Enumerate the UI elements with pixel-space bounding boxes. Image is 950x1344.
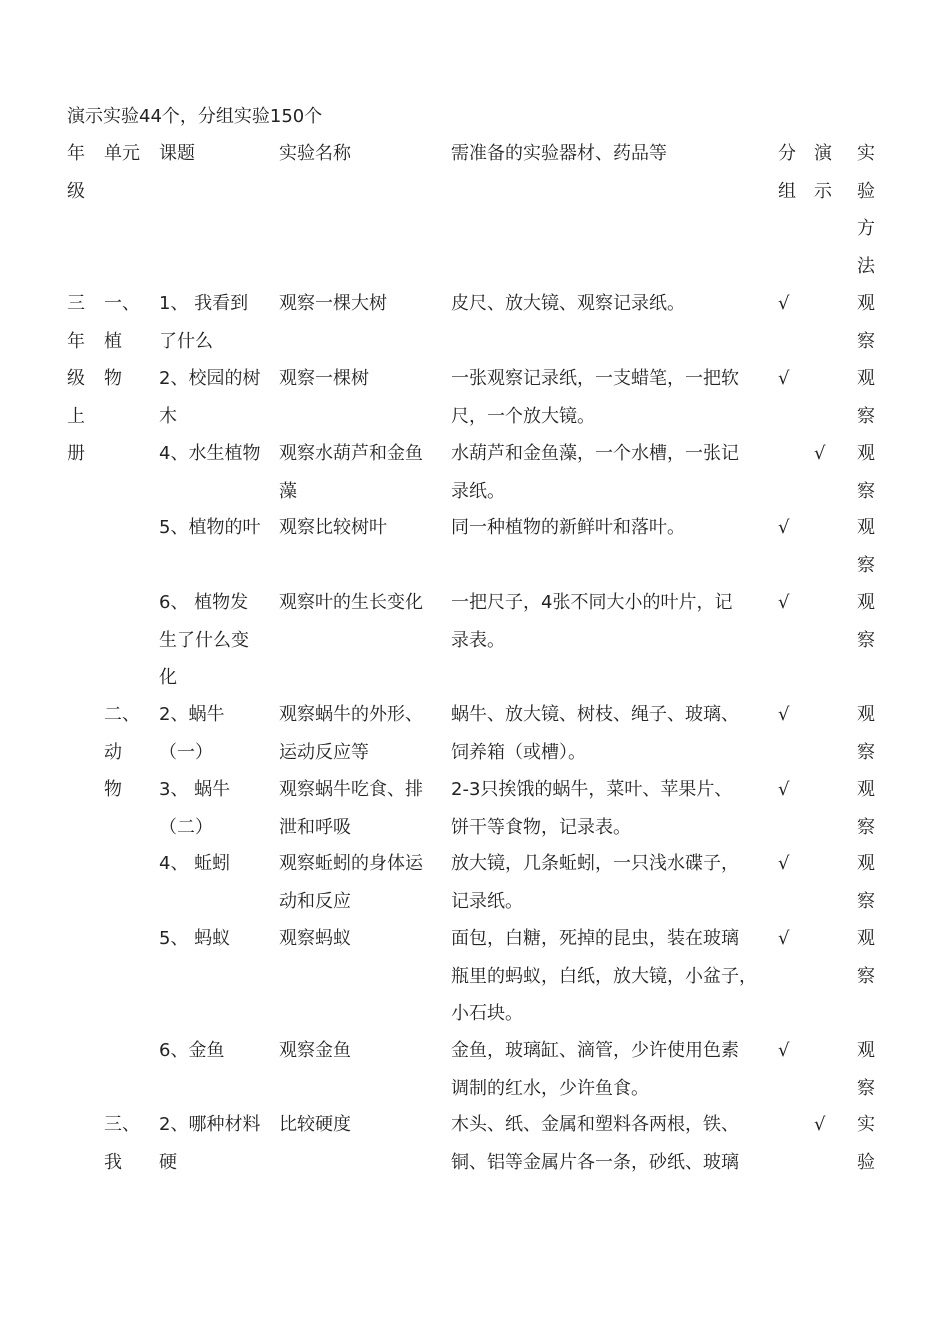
table-cell-equipment: 木头、纸、金属和塑料各两根，铁、 铜、铝等金属片各一条，砂纸、玻璃 xyxy=(451,1114,739,1173)
table-cell-method: 观 察 xyxy=(857,517,875,576)
table-cell-name: 观察一棵树 xyxy=(279,368,369,389)
table-cell-method: 观 察 xyxy=(857,293,875,352)
table-cell-group: √ xyxy=(778,293,790,314)
header-demo: 演 示 xyxy=(814,143,832,202)
table-cell-equipment: 一张观察记录纸，一支蜡笔，一把软 尺，一个放大镜。 xyxy=(451,368,739,427)
table-cell-method: 实 验 xyxy=(857,1114,875,1173)
table-cell-name: 观察蜗牛吃食、排 泄和呼吸 xyxy=(279,779,423,838)
table-cell-method: 观 察 xyxy=(857,443,875,502)
table-cell-method: 观 察 xyxy=(857,1040,875,1099)
table-cell-topic: 2、校园的树 木 xyxy=(159,368,261,427)
unit-label: 二、 动 物 xyxy=(104,704,140,800)
table-cell-group: √ xyxy=(778,853,790,874)
table-cell-topic: 4、水生植物 xyxy=(159,443,261,464)
header-method: 实 验 方 法 xyxy=(857,143,875,277)
table-cell-group: √ xyxy=(778,368,790,389)
table-cell-name: 观察蚂蚁 xyxy=(279,928,351,949)
table-cell-topic: 1、 我看到 了什么 xyxy=(159,293,249,352)
unit-label: 三、 我 xyxy=(104,1114,140,1173)
unit-label: 一、 植 物 xyxy=(104,293,140,389)
table-cell-method: 观 察 xyxy=(857,704,875,763)
table-cell-name: 观察蜗牛的外形、 运动反应等 xyxy=(279,704,423,763)
table-cell-group: √ xyxy=(778,1040,790,1061)
table-cell-topic: 6、金鱼 xyxy=(159,1040,225,1061)
table-cell-topic: 5、 蚂蚁 xyxy=(159,928,231,949)
table-cell-method: 观 察 xyxy=(857,928,875,987)
table-cell-name: 观察叶的生长变化 xyxy=(279,592,423,613)
table-cell-equipment: 面包，白糖，死掉的昆虫，装在玻璃 瓶里的蚂蚁，白纸，放大镜，小盆子， 小石块。 xyxy=(451,928,757,1024)
experiment-summary: 演示实验44个，分组实验150个 xyxy=(67,106,323,127)
table-cell-topic: 6、 植物发 生了什么变 化 xyxy=(159,592,249,688)
table-cell-method: 观 察 xyxy=(857,368,875,427)
table-cell-name: 观察一棵大树 xyxy=(279,293,387,314)
table-cell-demo: √ xyxy=(814,443,826,464)
table-cell-method: 观 察 xyxy=(857,592,875,651)
header-group: 分 组 xyxy=(778,143,796,202)
table-cell-method: 观 察 xyxy=(857,853,875,912)
table-cell-topic: 2、蜗牛（一） xyxy=(159,704,225,763)
header-equipment: 需准备的实验器材、药品等 xyxy=(451,143,667,164)
table-cell-equipment: 2-3只挨饿的蜗牛，菜叶、苹果片、 饼干等食物，记录表。 xyxy=(451,779,733,838)
table-cell-name: 观察水葫芦和金鱼 藻 xyxy=(279,443,423,502)
table-cell-group: √ xyxy=(778,592,790,613)
grade-label: 三 年 级 上 册 xyxy=(67,293,85,464)
table-cell-demo: √ xyxy=(814,1114,826,1135)
table-cell-name: 观察金鱼 xyxy=(279,1040,351,1061)
table-cell-equipment: 皮尺、放大镜、观察记录纸。 xyxy=(451,293,685,314)
table-cell-equipment: 蜗牛、放大镜、树枝、绳子、玻璃、 饲养箱（或槽）。 xyxy=(451,704,739,763)
header-topic: 课题 xyxy=(159,143,195,164)
header-grade: 年 级 xyxy=(67,143,85,202)
table-cell-group: √ xyxy=(778,928,790,949)
table-cell-group: √ xyxy=(778,517,790,538)
table-cell-equipment: 同一种植物的新鲜叶和落叶。 xyxy=(451,517,685,538)
table-cell-topic: 2、哪种材料 硬 xyxy=(159,1114,261,1173)
header-experiment-name: 实验名称 xyxy=(279,143,351,164)
table-cell-equipment: 一把尺子，4张不同大小的叶片，记 录表。 xyxy=(451,592,733,651)
table-cell-name: 观察蚯蚓的身体运 动和反应 xyxy=(279,853,423,912)
table-cell-group: √ xyxy=(778,779,790,800)
table-cell-topic: 4、 蚯蚓 xyxy=(159,853,231,874)
table-cell-equipment: 水葫芦和金鱼藻，一个水槽，一张记 录纸。 xyxy=(451,443,739,502)
table-cell-name: 观察比较树叶 xyxy=(279,517,387,538)
table-cell-topic: 3、 蜗牛 （二） xyxy=(159,779,231,838)
table-cell-name: 比较硬度 xyxy=(279,1114,351,1135)
table-cell-group: √ xyxy=(778,704,790,725)
table-cell-method: 观 察 xyxy=(857,779,875,838)
table-cell-equipment: 金鱼，玻璃缸、滴管，少许使用色素 调制的红水，少许鱼食。 xyxy=(451,1040,739,1099)
table-cell-topic: 5、植物的叶 xyxy=(159,517,261,538)
table-cell-equipment: 放大镜，几条蚯蚓，一只浅水碟子， 记录纸。 xyxy=(451,853,739,912)
header-unit: 单元 xyxy=(104,143,140,164)
